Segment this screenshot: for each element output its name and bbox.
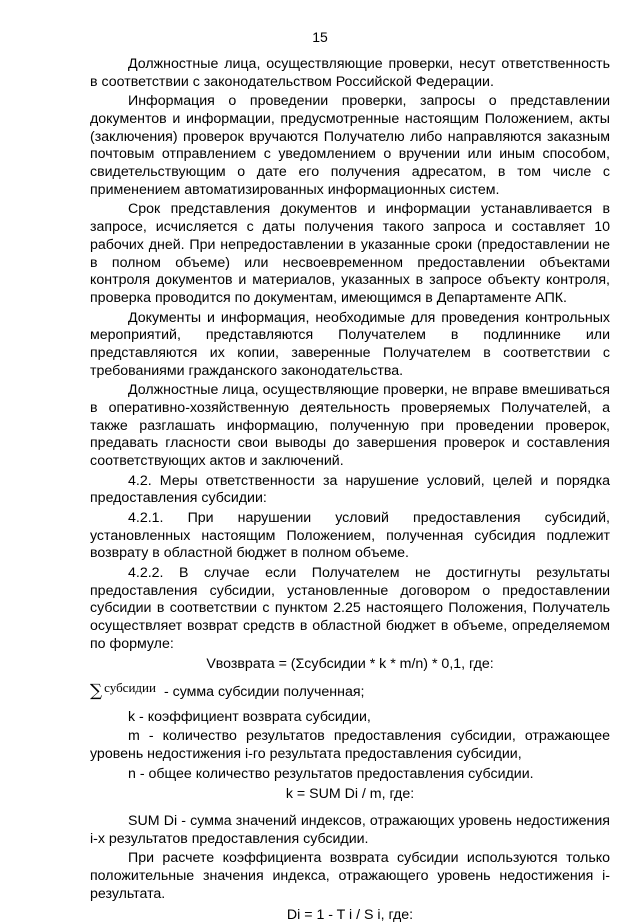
sum-subsidy-definition <box>90 680 610 702</box>
page-number: 15 <box>312 29 328 45</box>
paragraph-document-deadline: Срок представления документов и информации устанавливается в запросе, исчисляется с даты получения такого запроса и составляет 10 рабочих дней. При непредоставлении в указанные сроки (предоставлении не в полном объеме) или несвоевременном предоставлении объектами контроля документов и материалов, указанных в запросе объекту контроля, проверка проводится по документам, имеющимся в Департаменте АПК. <box>90 201 610 306</box>
definition-n: n - общее количество результатов предоставления субсидии. <box>128 765 534 782</box>
paragraph-calc-note: При расчете коэффициента возврата субсидии используются только положительные значения индекса, отражающего уровень недостижения i-результата. <box>90 850 610 902</box>
paragraph-inspection-info-delivery: Информация о проведении проверки, запросы о представлении документов и информации, предусмотренные настоящим Положением, акты (заключения) проверок вручаются Получателю либо направляются заказным почтовым отправлением с уведомлением о вручении или иным способом, свидетельствующим о дате его получения адресатом, в том числе с применением автоматизированных информационных систем. <box>90 93 610 198</box>
paragraph-4-2-1: 4.2.1. При нарушении условий предоставления субсидий, установленных настоящим Положением, полученная субсидия подлежит возврату в областной бюджет в полном объеме. <box>90 509 610 562</box>
definition-m: m - количество результатов предоставления субсидии, отражающее уровень недостижения i-го результата предоставления субсидии, <box>90 728 610 763</box>
formula-index-di: Di = 1 - T i / S i, где: <box>286 906 414 923</box>
definition-sum-di: SUM Di - сумма значений индексов, отражающих уровень недостижения i-х результатов предоставления субсидии. <box>90 813 610 847</box>
paragraph-documents-originals: Документы и информация, необходимые для проведения контрольных мероприятий, представляются Получателем в подлиннике или представляются их копии, заверенные Получателем в соответствии с требованиями гражданского законодательства. <box>90 309 610 379</box>
paragraph-officials-responsibility: Должностные лица, осуществляющие проверки, несут ответственность в соответствии с законодательством Российской Федерации. <box>90 56 610 90</box>
sum-subsidy-text: - сумма субсидии полученная; <box>163 684 365 701</box>
paragraph-4-2-2: 4.2.2. В случае если Получателем не достигнуты результаты предоставления субсидии, установленные договором о предоставлении субсидии в соответствии с пунктом 2.25 настоящего Положения, Получатель осуществляет возврат средств в областной бюджет в объеме, определяемом по формуле: <box>90 564 610 652</box>
definition-k: k - коэффициент возврата субсидии, <box>128 708 371 725</box>
formula-refund-volume: Vвозврата = (Σсубсидии * k * m/n) * 0,1, где: <box>206 656 494 673</box>
formula-coefficient-k: k = SUM Di / m, где: <box>285 786 415 803</box>
paragraph-officials-restrictions: Должностные лица, осуществляющие проверки, не вправе вмешиваться в оперативно-хозяйственную деятельность проверяемых Получателей, а также разглашать информацию, полученную при проведении проверок, предавать гласности свои выводы до завершения проверок и составления соответствующих актов и заключений. <box>90 382 610 470</box>
sigma-subscript: субсидии <box>104 680 156 696</box>
section-heading-4-2: 4.2. Меры ответственности за нарушение условий, целей и порядка предоставления субсидии: <box>90 472 610 507</box>
sigma-symbol: ∑ <box>90 681 103 702</box>
document-body <box>90 56 610 924</box>
